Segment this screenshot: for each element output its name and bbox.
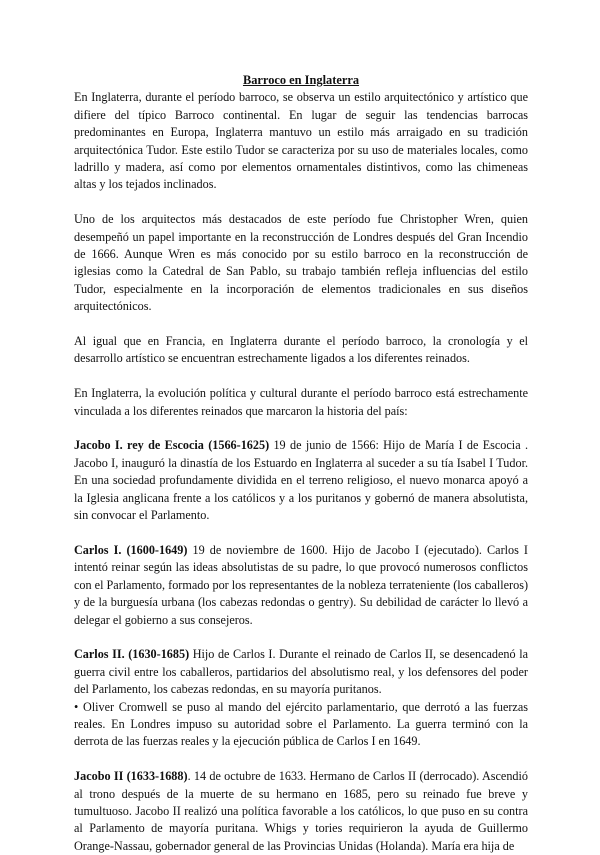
- paragraph-intro: En Inglaterra, durante el período barroco, se observa un estilo arquitectónico y artístico que difiere del típico Barroco continental. En lugar de seguir las tendencias barrocas predominantes en Europa, Inglaterra mantuvo un estilo más arraigado en su tradición arquitectónica Tudor. Este estilo Tudor se caracteriza por su uso de materiales locales, como ladrillo y madera, así como por elementos ornamentales distintivos, como las chimeneas altas y los tejados inclinados.: [74, 90, 528, 192]
- reign-text: 19 de noviembre de 1600. Hijo de Jacobo I (ejecutado). Carlos I intentó reinar según las ideas absolutistas de su padre, lo que provocó numerosos conflictos con el Parlamento, formado por los representantes de la nobleza terrateniente (los caballeros) y de la burguesía urbana (los cabezas redondas o gentry). Su debilidad de carácter lo llevó a delegar el gobierno a sus consejeros.: [74, 542, 528, 627]
- reign-jacobo-ii: [74, 768, 528, 855]
- reign-carlos-ii: [74, 646, 528, 698]
- reign-name: Jacobo II (1633-1688): [74, 769, 188, 784]
- reign-text: . 14 de octubre de 1633. Hermano de Carlos II (derrocado). Ascendió al trono después de la muerte de su hermano en 1685, pero su reinado fue breve y tumultuoso. Jacobo II realizó una política favorable a los católicos, lo que puso en su contra al Parlamento de mayoría puritana. Whigs y tories requirieron la ayuda de Guillermo Orange-Nassau, gobernador general de las Provincias Unidas (Holanda). María era hija de: [74, 769, 528, 853]
- paragraph-chronology: Al igual que en Francia, en Inglaterra durante el período barroco, la cronología y el desarrollo artístico se encuentran estrechamente ligados a los diferentes reinados.: [74, 334, 528, 366]
- document-page: [74, 72, 528, 855]
- reign-name: Carlos II. (1630-1685): [74, 647, 190, 662]
- paragraph-reigns-intro: En Inglaterra, la evolución política y cultural durante el período barroco está estrechamente vinculada a los diferentes reinados que marcaron la historia del país:: [74, 386, 528, 418]
- reign-name: Jacobo I. rey de Escocia (1566-1625): [74, 438, 270, 453]
- reign-text: 19 de junio de 1566: Hijo de María I de Escocia . Jacobo I, inauguró la dinastía de los Estuardo en Inglaterra al suceder a su tía Isabel I Tudor. En una sociedad profundamente dividida en el terreno religioso, el nuevo monarca apoyó a la Iglesia anglicana frente a los católicos y a los puritanos y gobernó de manera absolutista, sin convocar el Parlamento.: [74, 438, 528, 523]
- spacer: [74, 368, 528, 385]
- spacer: [74, 316, 528, 333]
- spacer: [74, 525, 528, 542]
- reign-carlos-i: [74, 542, 528, 629]
- document-title: Barroco en Inglaterra: [242, 73, 360, 87]
- paragraph-wren: Uno de los arquitectos más destacados de este período fue Christopher Wren, quien desempeñó un papel importante en la reconstrucción de Londres después del Gran Incendio de 1666. Aunque Wren es más conocido por su estilo barroco en la reconstrucción de iglesias como la Catedral de San Pablo, su trabajo también refleja influencias del estilo Tudor, especialmente en la incorporación de elementos tradicionales en sus diseños arquitectónicos.: [74, 212, 528, 314]
- bullet-cromwell: • Oliver Cromwell se puso al mando del ejército parlamentario, que derrotó a las fuerzas reales. En Londres impuso su autoridad sobre el Parlamento. La guerra terminó con la derrota de las fuerzas reales y la ejecución pública de Carlos I en 1649.: [74, 699, 528, 749]
- spacer: [74, 751, 528, 768]
- spacer: [74, 420, 528, 437]
- spacer: [74, 194, 528, 211]
- spacer: [74, 629, 528, 646]
- reign-name: Carlos I. (1600-1649): [74, 542, 188, 557]
- reign-jacobo-i: [74, 437, 528, 524]
- reign-text: Hijo de Carlos I. Durante el reinado de Carlos II, se desencadenó la guerra civil entre los caballeros, partidarios del absolutismo real, y los defensores del poder del Parlamento, los cabezas redondas, en su mayoría puritanos.: [74, 647, 528, 697]
